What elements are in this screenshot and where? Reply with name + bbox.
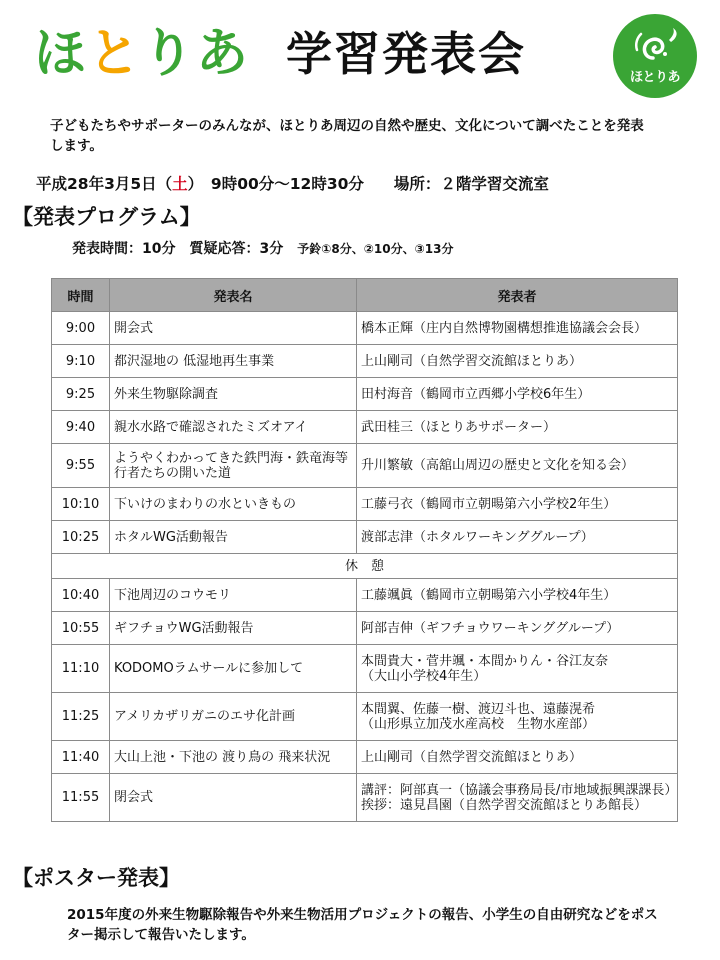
table-row (52, 693, 678, 741)
bell-text: 予鈴①8分、②10分、③13分 (297, 242, 454, 256)
column-header-presenter: 発表者 (357, 279, 678, 312)
row-time: 11:55 (52, 774, 110, 822)
row-presenter: 渡部志津（ホタルワーキンググループ） (357, 521, 678, 554)
row-presenter: 橋本正輝（庄内自然博物園構想推進協議会会長） (357, 312, 678, 345)
row-title: 親水水路で確認されたミズオアイ (110, 411, 357, 444)
row-time: 10:10 (52, 488, 110, 521)
row-time: 10:25 (52, 521, 110, 554)
row-presenter: 上山剛司（自然学習交流館ほとりあ） (357, 741, 678, 774)
presenter-line-1: 本間翼、佐藤一樹、渡辺斗也、遠藤滉希 (361, 701, 596, 717)
venue-text: 場所：２階学習交流室 (393, 175, 549, 193)
row-title: ギフチョウWG活動報告 (110, 612, 357, 645)
row-presenter: 阿部吉伸（ギフチョウワーキンググループ） (357, 612, 678, 645)
row-presenter: 田村海音（鶴岡市立西郷小学校6年生） (357, 378, 678, 411)
presenter-line-2: （山形県立加茂水産高校 生物水産部） (361, 716, 596, 732)
poster-heading: 【ポスター発表】 (12, 866, 180, 890)
row-title: KODOMOラムサールに参加して (110, 645, 357, 693)
row-title: アメリカザリガニのエサ化計画 (110, 693, 357, 741)
row-title: 大山上池・下池の 渡り鳥の 飛来状況 (110, 741, 357, 774)
row-title: 下池周辺のコウモリ (110, 579, 357, 612)
presenter-line-2: 挨拶：遠見昌園（自然学習交流館ほとりあ館長） (361, 797, 648, 813)
time-range: ） 9時00分〜12時30分 (187, 175, 364, 193)
poster-text: 2015年度の外来生物駆除報告や外来生物活用プロジェクトの報告、小学生の自由研究などをポスター掲示して報告いたします。 (67, 907, 658, 943)
page-title (34, 18, 526, 90)
table-row (52, 741, 678, 774)
brand-char-2: と (88, 24, 143, 84)
row-presenter (357, 774, 678, 822)
row-time: 9:00 (52, 312, 110, 345)
row-time: 10:40 (52, 579, 110, 612)
table-row (52, 345, 678, 378)
date-line (36, 172, 549, 194)
table-row (52, 612, 678, 645)
program-heading: 【発表プログラム】 (12, 205, 201, 229)
row-title: ようやくわかってきた鉄門海・鉄竜海等行者たちの開いた道 (110, 444, 357, 488)
row-presenter (357, 693, 678, 741)
table-header-row (52, 279, 678, 312)
table-row (52, 488, 678, 521)
date-text: 平成28年3月5日（ (36, 175, 173, 193)
break-label: 休 憩 (52, 554, 678, 579)
table-row (52, 312, 678, 345)
row-presenter: 工藤颯眞（鶴岡市立朝暘第六小学校4年生） (357, 579, 678, 612)
presenter-line-2: （大山小学校4年生） (361, 668, 487, 684)
row-time: 9:10 (52, 345, 110, 378)
swirl-icon (613, 14, 697, 98)
column-header-time: 時間 (52, 279, 110, 312)
row-time: 11:25 (52, 693, 110, 741)
row-title: 下いけのまわりの水といきもの (110, 488, 357, 521)
presenter-line-1: 本間貴大・菅井颯・本間かりん・谷江友奈 (361, 653, 609, 669)
break-row (52, 554, 678, 579)
table-row (52, 444, 678, 488)
column-header-title: 発表名 (110, 279, 357, 312)
brand-char-1: ほ (34, 24, 89, 84)
row-presenter: 升川繁敏（高舘山周辺の歴史と文化を知る会） (357, 444, 678, 488)
row-presenter: 武田桂三（ほとりあサポーター） (357, 411, 678, 444)
brand-name (34, 24, 251, 84)
timing-info (72, 238, 453, 258)
row-title: 閉会式 (110, 774, 357, 822)
event-title: 学習発表会 (286, 27, 527, 81)
presenter-line-1: 講評：阿部真一（協議会事務局長/市地域振興課課長） (361, 782, 678, 798)
row-presenter (357, 645, 678, 693)
day-of-week: 土 (172, 175, 188, 193)
row-title: ホタルWG活動報告 (110, 521, 357, 554)
table-row (52, 774, 678, 822)
table-row (52, 378, 678, 411)
table-row (52, 411, 678, 444)
intro-text: 子どもたちやサポーターのみんなが、ほとりあ周辺の自然や歴史、文化について調べたことを発表します。 (50, 118, 644, 154)
row-time: 9:40 (52, 411, 110, 444)
row-title: 都沢湿地の 低湿地再生事業 (110, 345, 357, 378)
row-presenter: 上山剛司（自然学習交流館ほとりあ） (357, 345, 678, 378)
table-row (52, 521, 678, 554)
brand-char-3: りあ (142, 24, 251, 84)
hotoria-logo (613, 14, 697, 98)
row-time: 9:25 (52, 378, 110, 411)
table-row (52, 579, 678, 612)
row-time: 11:40 (52, 741, 110, 774)
table-row (52, 645, 678, 693)
row-title: 外来生物駆除調査 (110, 378, 357, 411)
row-time: 10:55 (52, 612, 110, 645)
timing-text: 発表時間：10分 質疑応答：3分 (72, 241, 284, 257)
row-time: 11:10 (52, 645, 110, 693)
row-presenter: 工藤弓衣（鶴岡市立朝暘第六小学校2年生） (357, 488, 678, 521)
row-time: 9:55 (52, 444, 110, 488)
row-title: 開会式 (110, 312, 357, 345)
logo-text: ほとりあ (629, 70, 680, 85)
program-table (51, 278, 678, 822)
